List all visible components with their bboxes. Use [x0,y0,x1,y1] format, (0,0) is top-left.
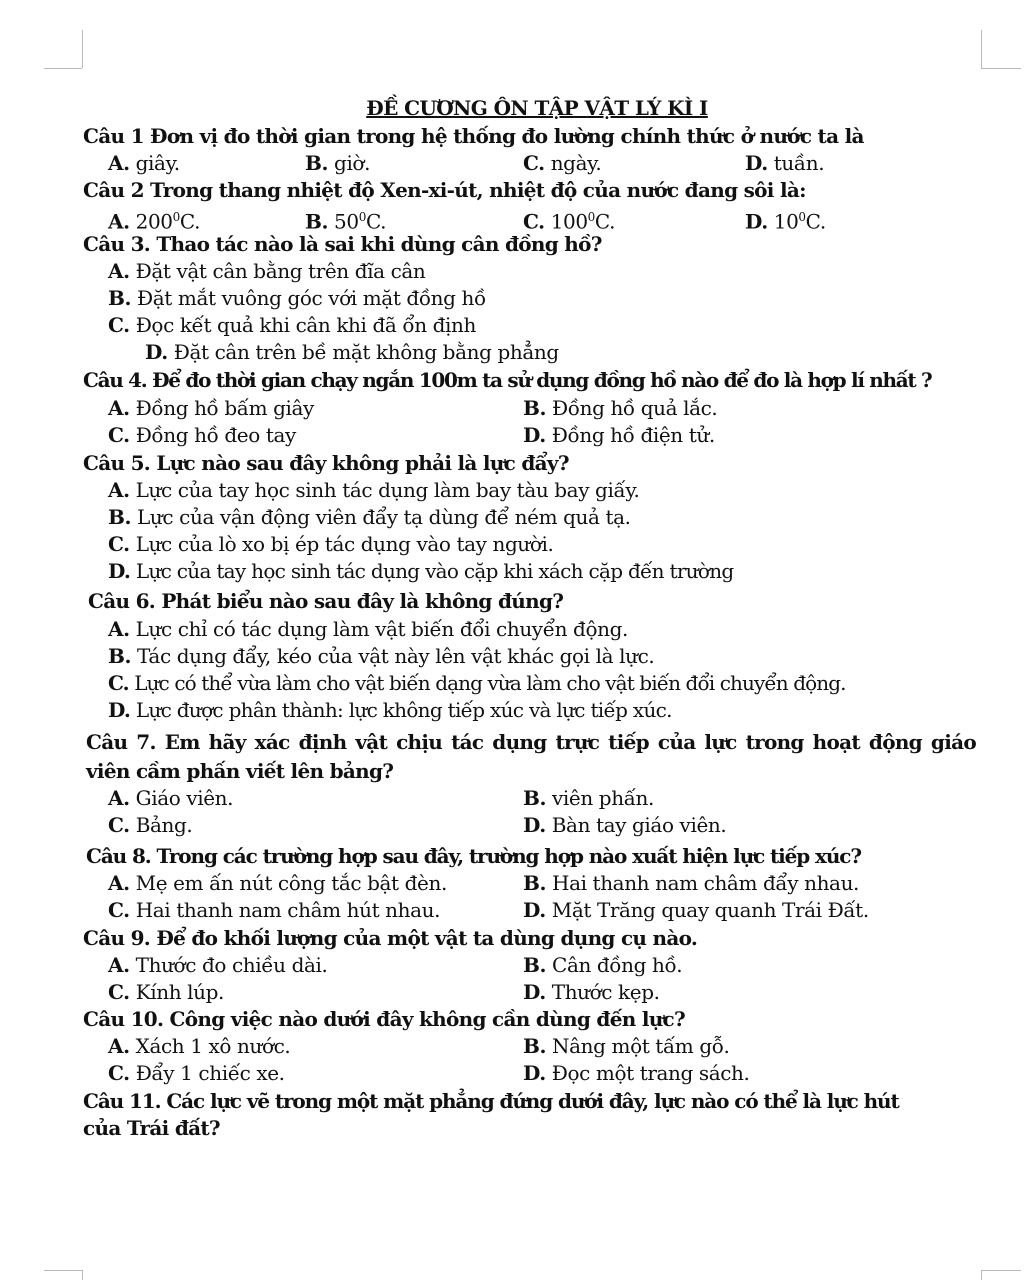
q3-option-c: C. Đọc kết quả khi cân khi đã ổn định [108,313,477,337]
question-6: Câu 6. Phát biểu nào sau đây là không đúng? [88,589,564,613]
question-2: Câu 2 Trong thang nhiệt độ Xen-xi-út, nhiệt độ của nước đang sôi là: [83,178,806,202]
crop-mark-bottom-right-v [981,1270,982,1280]
q9-option-d: D. Thước kẹp. [523,980,660,1004]
q7-option-c: C. Bảng. [108,813,193,837]
question-9: Câu 9. Để đo khối lượng của một vật ta dùng dụng cụ nào. [83,926,698,950]
q3-option-b: B. Đặt mắt vuông góc với mặt đồng hồ [108,286,486,310]
question-7: Câu 7. Em hãy xác định vật chịu tác dụng trực tiếp của lực trong hoạt động giáo viên cầm phấn viết lên bảng? [86,730,976,783]
q2-option-b: B. $50^0C$. [305,209,387,234]
question-8: Câu 8. Trong các trường hợp sau đây, trường hợp nào xuất hiện lực tiếp xúc? [86,844,861,868]
q7-option-a: A. Giáo viên. [108,786,234,810]
crop-mark-top-right-v [981,30,982,68]
q5-option-c: C. Lực của lò xo bị ép tác dụng vào tay người. [108,532,554,556]
q9-option-b: B. Cân đồng hồ. [523,953,683,977]
q6-option-b: B. Tác dụng đẩy, kéo của vật này lên vật khác gọi là lực. [108,644,655,668]
q2-option-d: D. $10^0C$. [745,209,826,234]
q1-option-d: D. tuần. [745,151,825,175]
q8-option-c: C. Hai thanh nam châm hút nhau. [108,898,441,922]
question-1: Câu 1 Đơn vị đo thời gian trong hệ thống đo lường chính thức ở nước ta là [83,124,864,148]
q9-option-a: A. Thước đo chiều dài. [108,953,328,977]
q10-option-a: A. Xách 1 xô nước. [108,1034,291,1058]
q6-option-c: C. Lực có thể vừa làm cho vật biến dạng vừa làm cho vật biến đổi chuyển động. [108,671,846,695]
q9-option-c: C. Kính lúp. [108,980,224,1004]
q3-option-a: A. Đặt vật cân bằng trên đĩa cân [108,259,426,283]
q1-option-c: C. ngày. [523,151,602,175]
q4-option-c: C. Đồng hồ đeo tay [108,423,296,447]
q10-option-d: D. Đọc một trang sách. [523,1061,750,1085]
q6-option-a: A. Lực chỉ có tác dụng làm vật biến đổi chuyển động. [108,617,628,641]
crop-mark-bottom-left-h [44,1270,82,1271]
q7-option-d: D. Bàn tay giáo viên. [523,813,727,837]
q5-option-a: A. Lực của tay học sinh tác dụng làm bay tàu bay giấy. [108,478,640,502]
crop-mark-bottom-right-h [981,1270,1021,1271]
q1-option-b: B. giờ. [305,151,371,175]
question-4: Câu 4. Để đo thời gian chạy ngắn 100m ta sử dụng đồng hồ nào để đo là hợp lí nhất ? [83,368,932,392]
q2-option-c: C. $100^0C$. [523,209,616,234]
q6-option-d: D. Lực được phân thành: lực không tiếp xúc và lực tiếp xúc. [108,698,672,722]
q2-option-a: A. $200^0C$. [108,209,201,234]
q8-option-a: A. Mẹ em ấn nút công tắc bật đèn. [108,871,447,895]
question-3: Câu 3. Thao tác nào là sai khi dùng cân đồng hồ? [83,232,602,256]
q5-option-d: D. Lực của tay học sinh tác dụng vào cặp khi xách cặp đến trường [108,559,734,583]
crop-mark-top-right-h [981,68,1021,69]
q4-option-d: D. Đồng hồ điện tử. [523,423,715,447]
q1-option-a: A. giây. [108,151,180,175]
question-11-line-2: của Trái đất? [83,1116,220,1140]
q3-option-d: D. Đặt cân trên bề mặt không bằng phẳng [145,340,559,364]
q5-option-b: B. Lực của vận động viên đẩy tạ dùng để ném quả tạ. [108,505,631,529]
q10-option-b: B. Nâng một tấm gỗ. [523,1034,730,1058]
q8-option-d: D. Mặt Trăng quay quanh Trái Đất. [523,898,869,922]
question-11-line-1: Câu 11. Các lực vẽ trong một mặt phẳng đứng dưới đây, lực nào có thể là lực hút [83,1089,899,1113]
q7-option-b: B. viên phấn. [523,786,654,810]
crop-mark-top-left-h [44,68,82,69]
q4-option-a: A. Đồng hồ bấm giây [108,396,314,420]
question-10: Câu 10. Công việc nào dưới đây không cần dùng đến lực? [83,1007,686,1031]
document-title: ĐỀ CƯƠNG ÔN TẬP VẬT LÝ KÌ I [366,96,708,120]
crop-mark-bottom-left-v [82,1270,83,1280]
q4-option-b: B. Đồng hồ quả lắc. [523,396,718,420]
q8-option-b: B. Hai thanh nam châm đẩy nhau. [523,871,860,895]
q10-option-c: C. Đẩy 1 chiếc xe. [108,1061,285,1085]
crop-mark-top-left-v [82,30,83,68]
question-5: Câu 5. Lực nào sau đây không phải là lực đẩy? [83,451,569,475]
